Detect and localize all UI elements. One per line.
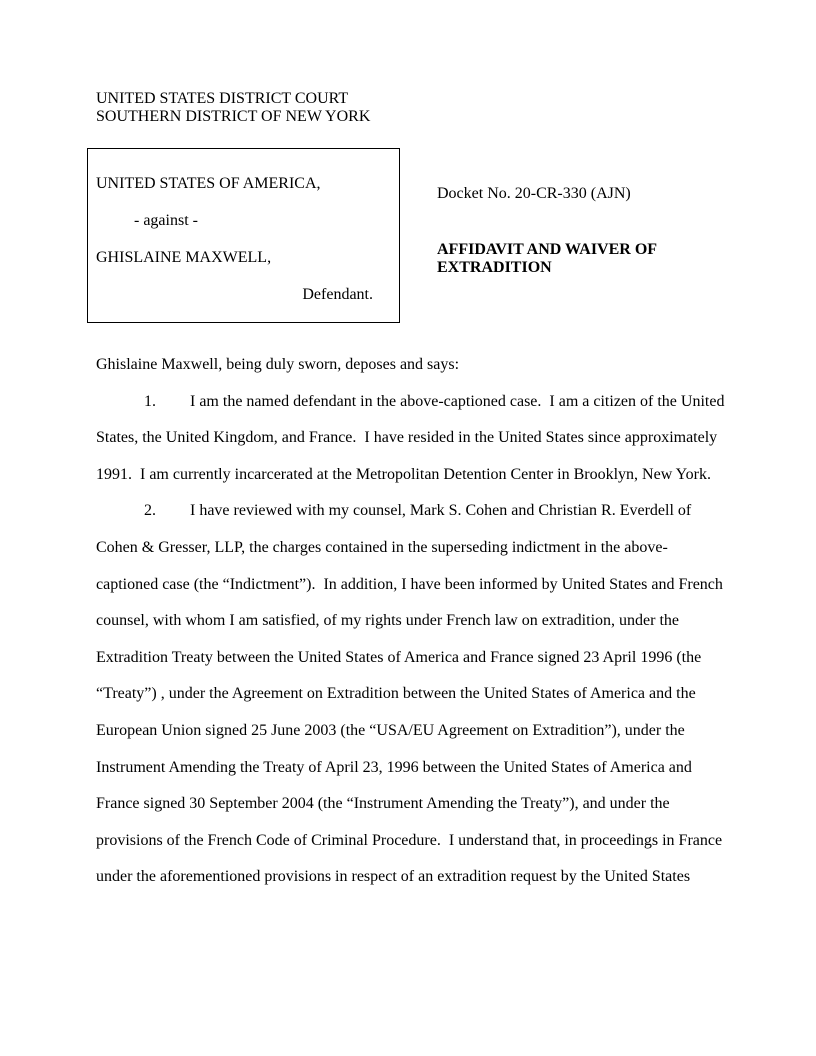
caption-plaintiff: UNITED STATES OF AMERICA, <box>96 175 321 192</box>
document-title: AFFIDAVIT AND WAIVER OF EXTRADITION <box>437 241 657 276</box>
court-header-line1: UNITED STATES DISTRICT COURT <box>96 90 349 107</box>
caption-defendant-name: GHISLAINE MAXWELL, <box>96 249 272 266</box>
paragraph-1-text: I am the named defendant in the above-captioned case. I am a citizen of the United States, the United Kingdom, and France. I have resided in the United States since approximately 1991. I am currently incarcerated at the Metropolitan Detention Center in Brooklyn, New York. <box>96 392 729 483</box>
court-header <box>96 90 370 126</box>
affidavit-intro: Ghislaine Maxwell, being duly sworn, deposes and says: <box>96 356 460 373</box>
paragraph-2-number: 2. <box>144 502 156 520</box>
affidavit-paragraph-1 <box>96 384 729 494</box>
affidavit-body <box>96 347 729 896</box>
case-caption-box <box>87 148 400 323</box>
court-header-line2: SOUTHERN DISTRICT OF NEW YORK <box>96 108 371 125</box>
docket-number: Docket No. 20-CR-330 (AJN) <box>437 185 631 202</box>
caption-against: - against - <box>134 212 198 229</box>
paragraph-1-number: 1. <box>144 392 156 410</box>
caption-defendant-label: Defendant. <box>302 286 373 303</box>
affidavit-paragraph-2 <box>96 493 726 896</box>
paragraph-2-text: I have reviewed with my counsel, Mark S. Cohen and Christian R. Everdell of Cohen & Gresser, LLP, the charges contained in the superseding indictment in the above-captioned case (the “Indictment”). In addition, I have been informed by United States and French counsel, with whom I am satisfied, of my rights under French law on extradition, under the Extradition Treaty between the United States of America and France signed 23 April 1996 (the “Treaty”) , under the Agreement on Extradition between the United States of America and the European Union signed 25 June 2003 (the “USA/EU Agreement on Extradition”), under the Instrument Amending the Treaty of April 23, 1996 between the United States of America and France signed 30 September 2004 (the “Instrument Amending the Treaty”), and under the provisions of the French Code of Criminal Procedure. I understand that, in proceedings in France under the aforementioned provisions in respect of an extradition request by the United States <box>96 502 727 886</box>
